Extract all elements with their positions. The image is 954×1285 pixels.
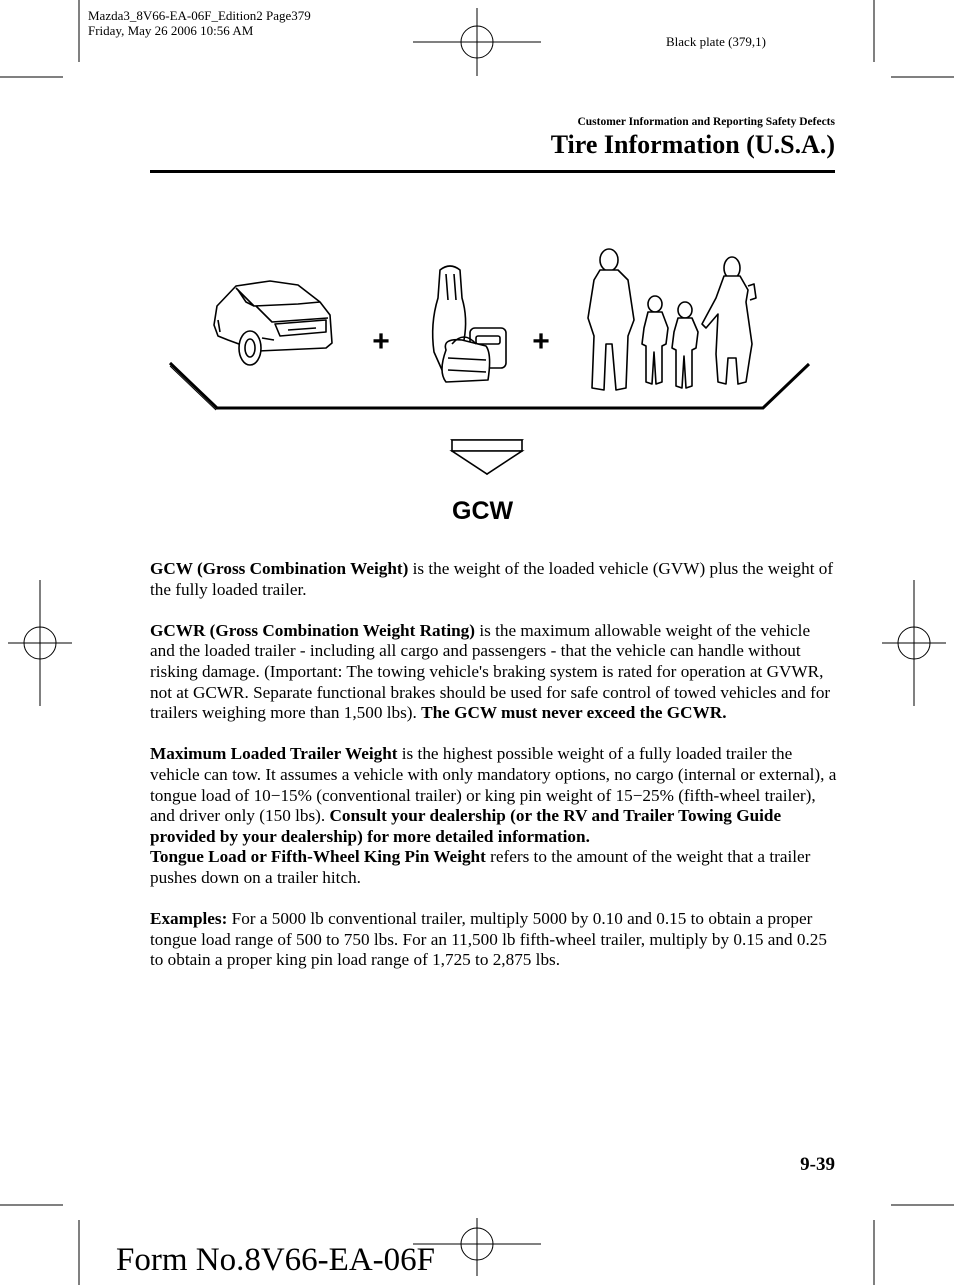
body-text (150, 559, 838, 991)
plus-sign-1: + (372, 325, 390, 358)
section-subtitle: Customer Information and Reporting Safety Defects (577, 116, 835, 128)
gcw-label: GCW (452, 497, 514, 525)
text-tongue-load: refers to the amount of the weight that a trailer pushes down on a trailer hitch. (150, 847, 811, 887)
consult-dealer-note: Consult your dealership (or the RV and Trailer Towing Guide provided by your dealership) for more detailed information. (150, 806, 782, 846)
paragraph-gcw (150, 559, 838, 600)
paragraph-gcwr (150, 621, 838, 724)
print-meta-line1: Mazda3_8V66-EA-06F_Edition2 Page379 (88, 8, 311, 23)
term-examples: Examples: (150, 909, 228, 929)
print-meta (88, 8, 311, 38)
term-gcw: GCW (Gross Combination Weight) (150, 559, 409, 578)
term-tongue-load: Tongue Load or Fifth-Wheel King Pin Weight (150, 847, 486, 867)
gcw-figure (150, 240, 840, 540)
car-icon (214, 281, 332, 365)
text-gcw: is the weight of the loaded vehicle (GVW) plus the weight of the fully loaded trailer. (150, 559, 834, 599)
text-gcwr: is the maximum allowable weight of the vehicle and the loaded trailer - including all cargo and passengers - that the vehicle can handle without risking damage. (Important: The towing vehicle's braking system is rated for operation at GVWR, not at GCWR. Separate functional brakes should be used for safe control of towed vehicles and for trailers weighing more than 1,500 lbs). (150, 620, 831, 723)
text-max-trailer: is the highest possible weight of a fully loaded trailer the vehicle can tow. It assumes a vehicle with only mandatory options, no cargo (internal or external), a tongue load of 10−15% (conventional trailer) or king pin weight of 15−25% (fifth-wheel trailer), and driver only (150 lbs). (150, 744, 837, 826)
page-title: Tire Information (U.S.A.) (550, 130, 835, 159)
print-meta-line2: Friday, May 26 2006 10:56 AM (88, 23, 254, 38)
warning-gcwr: The GCW must never exceed the GCWR. (421, 703, 727, 723)
paragraph-max-trailer (150, 744, 838, 888)
title-rule (150, 170, 835, 173)
plus-sign-2: + (532, 325, 550, 358)
luggage-icon (433, 266, 506, 382)
page-number: 9-39 (800, 1154, 835, 1175)
paragraph-examples (150, 909, 838, 971)
black-plate: Black plate (379,1) (666, 34, 766, 49)
form-number: Form No.8V66-EA-06F (116, 1242, 435, 1278)
text-examples: For a 5000 lb conventional trailer, multiply 5000 by 0.10 and 0.15 to obtain a proper tongue load range of 500 to 750 lbs. For an 11,500 lb fifth-wheel trailer, multiply by 0.15 and 0.25 to obtain a proper king pin load range of 1,725 to 2,875 lbs. (150, 909, 827, 970)
term-max-trailer: Maximum Loaded Trailer Weight (150, 744, 398, 764)
family-icon (588, 249, 756, 390)
term-gcwr: GCWR (Gross Combination Weight Rating) (150, 620, 476, 640)
